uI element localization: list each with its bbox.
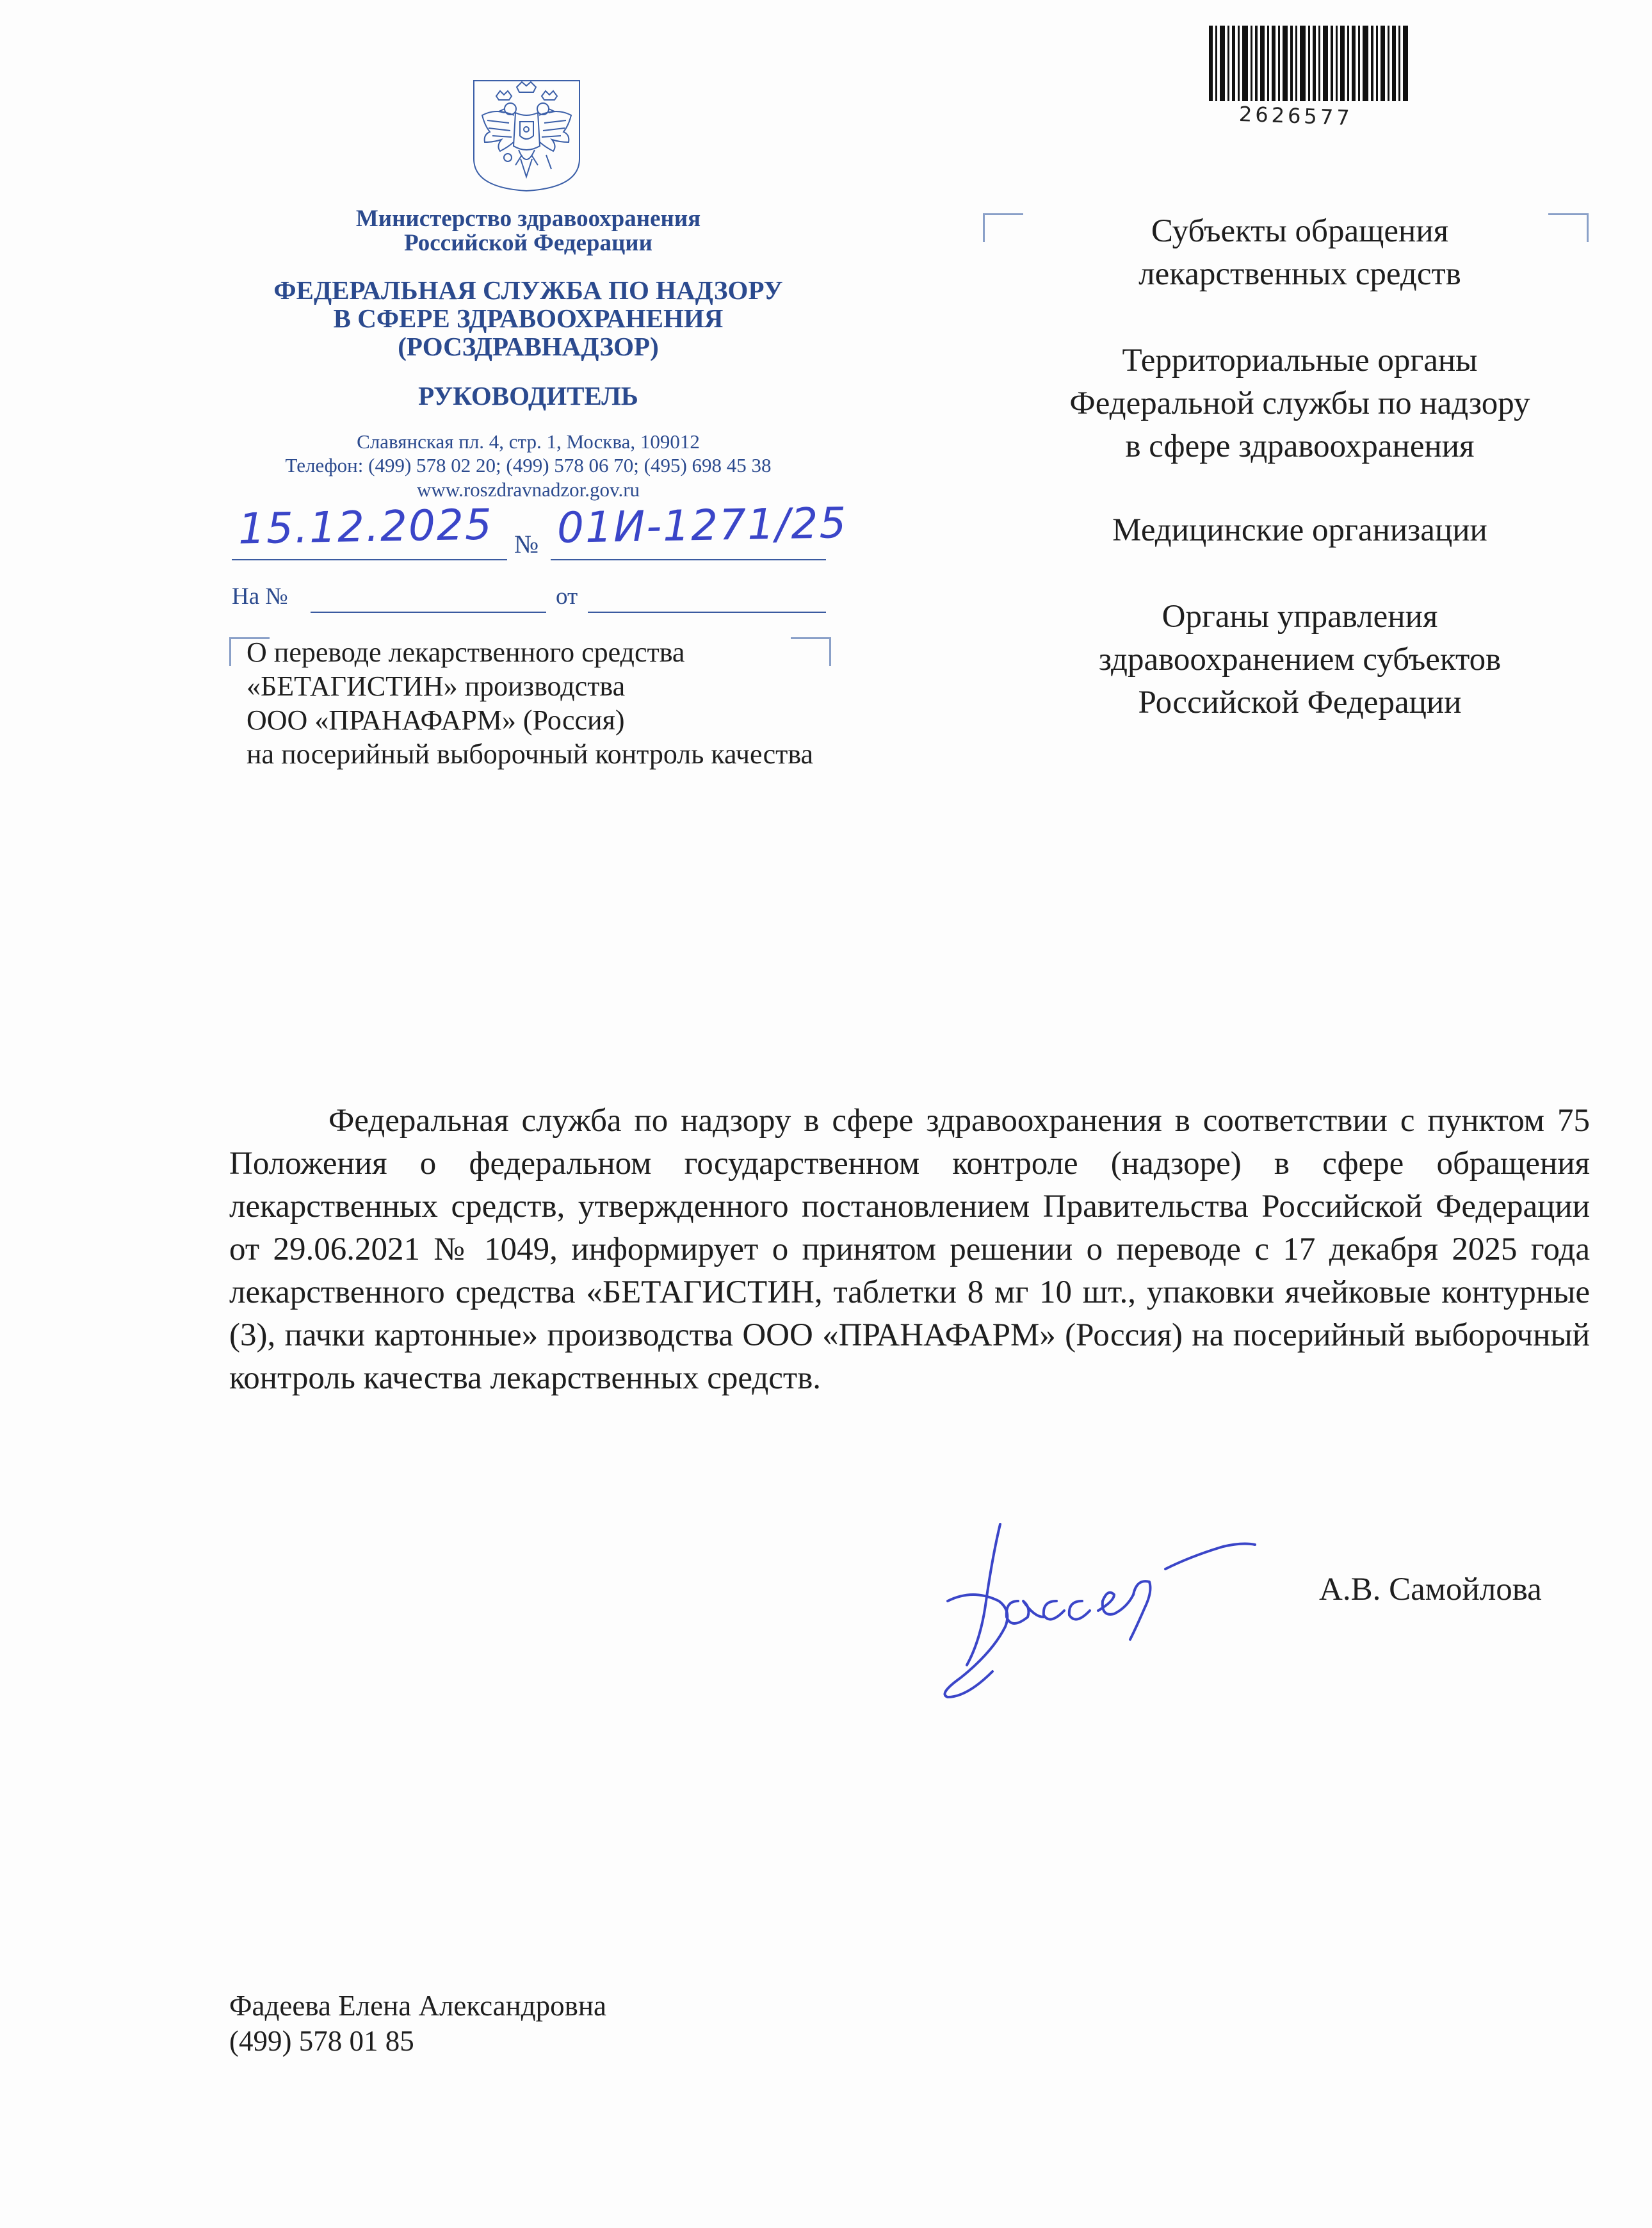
service-name-line3: (РОСЗДРАВНАДЗОР) <box>398 332 659 361</box>
position-title: РУКОВОДИТЕЛЬ <box>418 381 638 411</box>
service-name-line2: В СФЕРЕ ЗДРАВООХРАНЕНИЯ <box>333 304 724 333</box>
subject-line1: О переводе лекарственного средства <box>247 637 685 668</box>
address: Славянская пл. 4, стр. 1, Москва, 109012 <box>357 430 700 453</box>
registration-date: 15.12.2025 <box>238 500 494 554</box>
number-sign: № <box>514 530 539 558</box>
reference-date-label: от <box>556 583 578 610</box>
recipient-line: здравоохранением субъектов <box>1098 642 1502 678</box>
ministry-name-line1: Министерство здравоохранения <box>355 206 701 232</box>
website: www.roszdravnadzor.gov.ru <box>416 478 640 501</box>
signatory-name: А.В. Самойлова <box>1319 1572 1542 1607</box>
recipient-line: Субъекты обращения <box>1151 213 1449 249</box>
subject-line3: ООО «ПРАНАФАРМ» (Россия) <box>247 704 625 736</box>
phone-numbers: Телефон: (499) 578 02 20; (499) 578 06 70; (495) 698 45 38 <box>285 454 772 476</box>
barcode-number: 2626577 <box>1238 101 1354 131</box>
recipient-line: Органы управления <box>1162 599 1438 635</box>
recipient-line: Федеральной службы по надзору <box>1069 386 1530 421</box>
ministry-name-line2: Российской Федерации <box>404 230 652 256</box>
recipient-group-2 <box>996 339 1604 468</box>
date-underline <box>232 559 507 560</box>
subject-bracket-right <box>791 637 831 666</box>
recipient-line: Российской Федерации <box>1138 685 1462 720</box>
reference-number-line <box>311 612 546 613</box>
body-paragraph: Федеральная служба по надзору в сфере здравоохранения в соответствии с пунктом 75 Положения о федеральном государственном контроле (надзоре) в сфере обращения лекарственных средств, утвержденного постановлением Правительства Российской Федерации от 29.06.2021 № 1049, информирует о принятом решении о переводе с 17 декабря 2025 года лекарственного средства «БЕТАГИСТИН, таблетки 8 мг 10 шт., упаковки ячейковые контурные (3), пачки картонные» производства ООО «ПРАНАФАРМ» (Россия) на посерийный выборочный контроль качества лекарственных средств. <box>229 1103 1590 1396</box>
contact-name: Фадеева Елена Александровна <box>229 1990 606 2022</box>
recipient-line: в сфере здравоохранения <box>1125 428 1475 464</box>
recipient-line: Территориальные органы <box>1122 343 1478 378</box>
recipient-line: лекарственных средств <box>1138 256 1461 292</box>
subject-line4: на посерийный выборочный контроль качества <box>247 738 814 770</box>
number-underline <box>551 559 826 560</box>
registration-number: 01И-1271/25 <box>556 498 848 553</box>
barcode <box>1209 26 1414 102</box>
reference-number-label: На № <box>232 583 288 610</box>
contact-phone: (499) 578 01 85 <box>229 2025 414 2057</box>
recipient-group-3 <box>996 509 1604 552</box>
recipient-line: Медицинские организации <box>1112 512 1487 548</box>
handwritten-signature <box>922 1505 1281 1704</box>
service-name-line1: ФЕДЕРАЛЬНАЯ СЛУЖБА ПО НАДЗОРУ <box>273 275 783 305</box>
reference-date-line <box>588 612 826 613</box>
coat-of-arms-icon <box>471 76 583 192</box>
recipient-group-4 <box>996 596 1604 724</box>
subject-line2: «БЕТАГИСТИН» производства <box>247 671 626 702</box>
recipient-group-1 <box>996 210 1604 296</box>
